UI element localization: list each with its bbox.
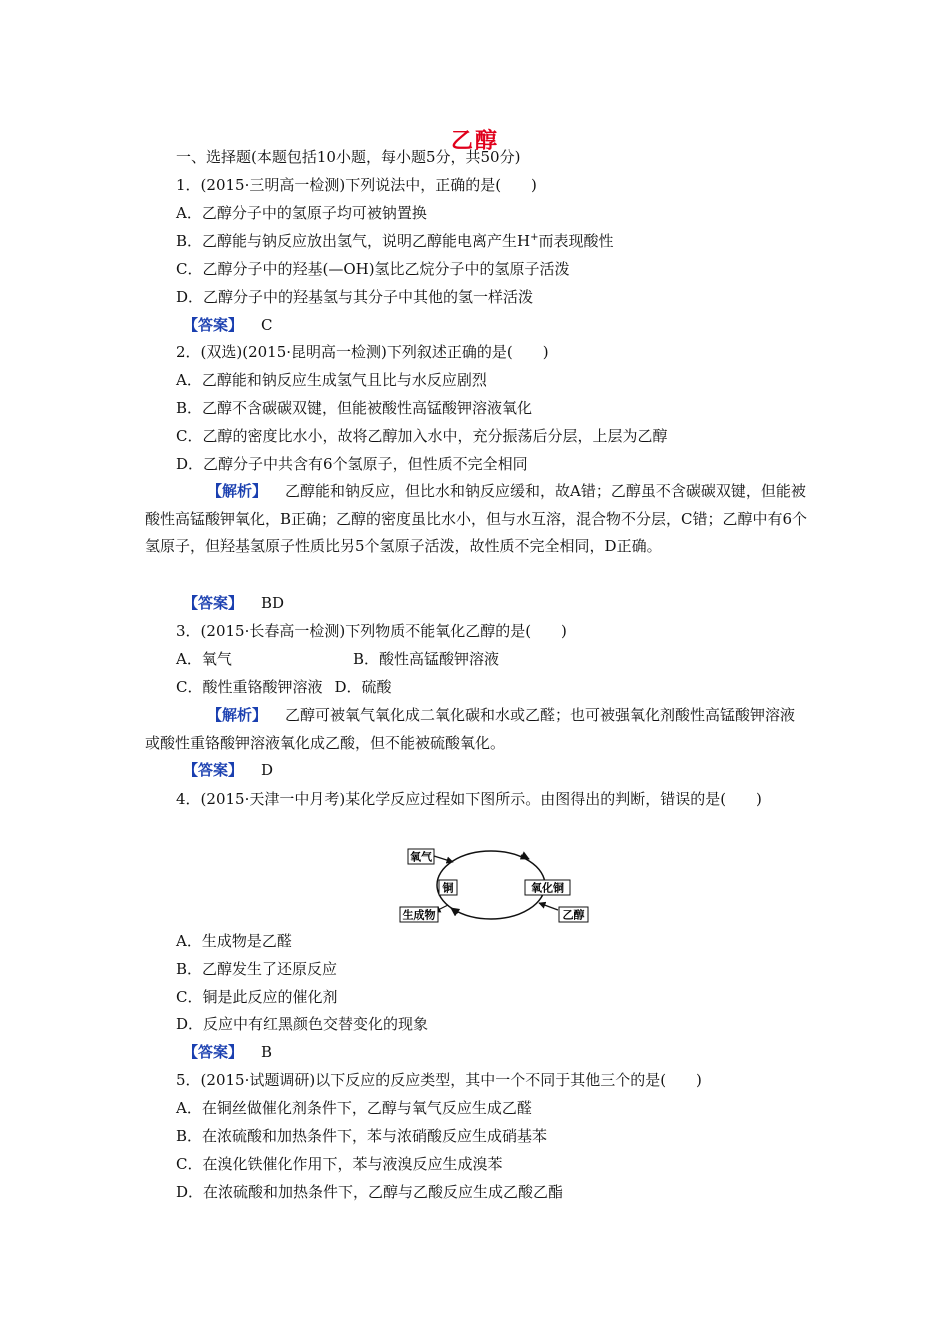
answer-value: BD <box>261 594 285 612</box>
q2-answer <box>183 592 284 614</box>
oxygen-arrow-icon <box>434 856 453 862</box>
page-title: 乙醇 <box>450 129 499 154</box>
q4-answer <box>183 1041 272 1063</box>
reaction-cycle-diagram <box>398 844 592 928</box>
answer-value: B <box>261 1043 273 1061</box>
section-heading: 一、选择题(本题包括10小题，每小题5分，共50分) <box>176 148 521 166</box>
q4-option-d: D．反应中有红黑颜色交替变化的现象 <box>176 1015 429 1033</box>
analysis-label: 【解析】 <box>207 706 268 724</box>
q3-option-a: A．氧气 <box>176 650 232 668</box>
q4-stem <box>145 786 805 814</box>
q5-option-a: A．在铜丝做催化剂条件下，乙醇与氧气反应生成乙醛 <box>176 1099 532 1117</box>
q2-option-b: B．乙醇不含碳碳双键，但能被酸性高锰酸钾溶液氧化 <box>176 399 533 417</box>
q2-option-a: A．乙醇能和钠反应生成氢气且比与水反应剧烈 <box>176 371 487 389</box>
q1-option-b-text-end: 而表现酸性 <box>538 232 614 250</box>
analysis-text: 乙醇可被氧气氧化成二氧化碳和水或乙醛；也可被强氧化剂酸性高锰酸钾溶液或酸性重铬酸钾溶液氧化成乙酸，但不能被硫酸氧化。 <box>145 706 796 752</box>
q1-option-a: A．乙醇分子中的氢原子均可被钠置换 <box>176 204 427 222</box>
answer-value: C <box>261 316 273 334</box>
q1-answer <box>183 314 273 336</box>
q5-option-c: C．在溴化铁催化作用下，苯与液溴反应生成溴苯 <box>176 1155 503 1173</box>
ethanol-arrow-icon <box>539 903 558 910</box>
q5-stem: 5．(2015·试题调研)以下反应的反应类型，其中一个不同于其他三个的是( ) <box>176 1071 702 1089</box>
product-label: 生成物 <box>402 908 436 922</box>
q1-option-d: D．乙醇分子中的羟基氢与其分子中其他的氢一样活泼 <box>176 288 534 306</box>
q3-analysis <box>145 702 810 757</box>
q2-option-d: D．乙醇分子中共含有6个氢原子，但性质不完全相同 <box>176 455 528 473</box>
q4-option-b: B．乙醇发生了还原反应 <box>176 960 338 978</box>
q4-option-a: A．生成物是乙醛 <box>176 932 292 950</box>
copper-oxide-label: 氧化铜 <box>531 881 564 895</box>
q5-option-b: B．在浓硫酸和加热条件下，苯与浓硝酸反应生成硝基苯 <box>176 1127 548 1145</box>
cycle-arrow-icon <box>451 908 458 913</box>
q3-stem: 3．(2015·长春高一检测)下列物质不能氧化乙醇的是( ) <box>176 622 567 640</box>
q2-stem: 2．(双选)(2015·昆明高一检测)下列叙述正确的是( ) <box>176 343 549 361</box>
q1-option-b-text: B．乙醇能与钠反应放出氢气，说明乙醇能电离产生H <box>176 232 531 250</box>
q5-option-d: D．在浓硫酸和加热条件下，乙醇与乙酸反应生成乙酸乙酯 <box>176 1183 564 1201</box>
q3-answer <box>183 759 273 781</box>
q4-option-c: C．铜是此反应的催化剂 <box>176 988 338 1006</box>
q3-option-b: B．酸性高锰酸钾溶液 <box>353 650 500 668</box>
analysis-text: 乙醇能和钠反应，但比水和钠反应缓和，故A错；乙醇虽不含碳碳双键，但能被酸性高锰酸钾氧化，B正确；乙醇的密度虽比水小，但与水互溶，混合物不分层，C错；乙醇中有6个氢原子，但羟基氢原子性质比另5个氢原子活泼，故性质不完全相同，D正确。 <box>145 482 808 556</box>
answer-label: 【答案】 <box>183 316 244 334</box>
copper-label: 铜 <box>442 881 454 895</box>
answer-value: D <box>261 761 274 779</box>
q2-option-c: C．乙醇的密度比水小，故将乙醇加入水中，充分振荡后分层，上层为乙醇 <box>176 427 668 445</box>
ethanol-label: 乙醇 <box>562 908 585 922</box>
q3-option-d: D．硫酸 <box>334 678 392 696</box>
q1-option-b <box>176 230 614 252</box>
q2-analysis <box>145 478 810 561</box>
q1-option-c: C．乙醇分子中的羟基(—OH)氢比乙烷分子中的氢原子活泼 <box>176 260 570 278</box>
q3-option-c <box>176 676 392 698</box>
q1-option-b-superscript: + <box>530 232 539 243</box>
answer-label: 【答案】 <box>183 1043 244 1061</box>
oxygen-label: 氧气 <box>410 850 432 864</box>
analysis-label: 【解析】 <box>207 482 268 500</box>
answer-label: 【答案】 <box>183 761 244 779</box>
q3-option-c-text: C．酸性重铬酸钾溶液 <box>176 678 323 696</box>
q1-stem: 1．(2015·三明高一检测)下列说法中，正确的是( ) <box>176 176 537 194</box>
answer-label: 【答案】 <box>183 594 244 612</box>
q4-stem-text: 4．(2015·天津一中月考)某化学反应过程如下图所示。由图得出的判断，错误的是( ) <box>176 790 762 808</box>
